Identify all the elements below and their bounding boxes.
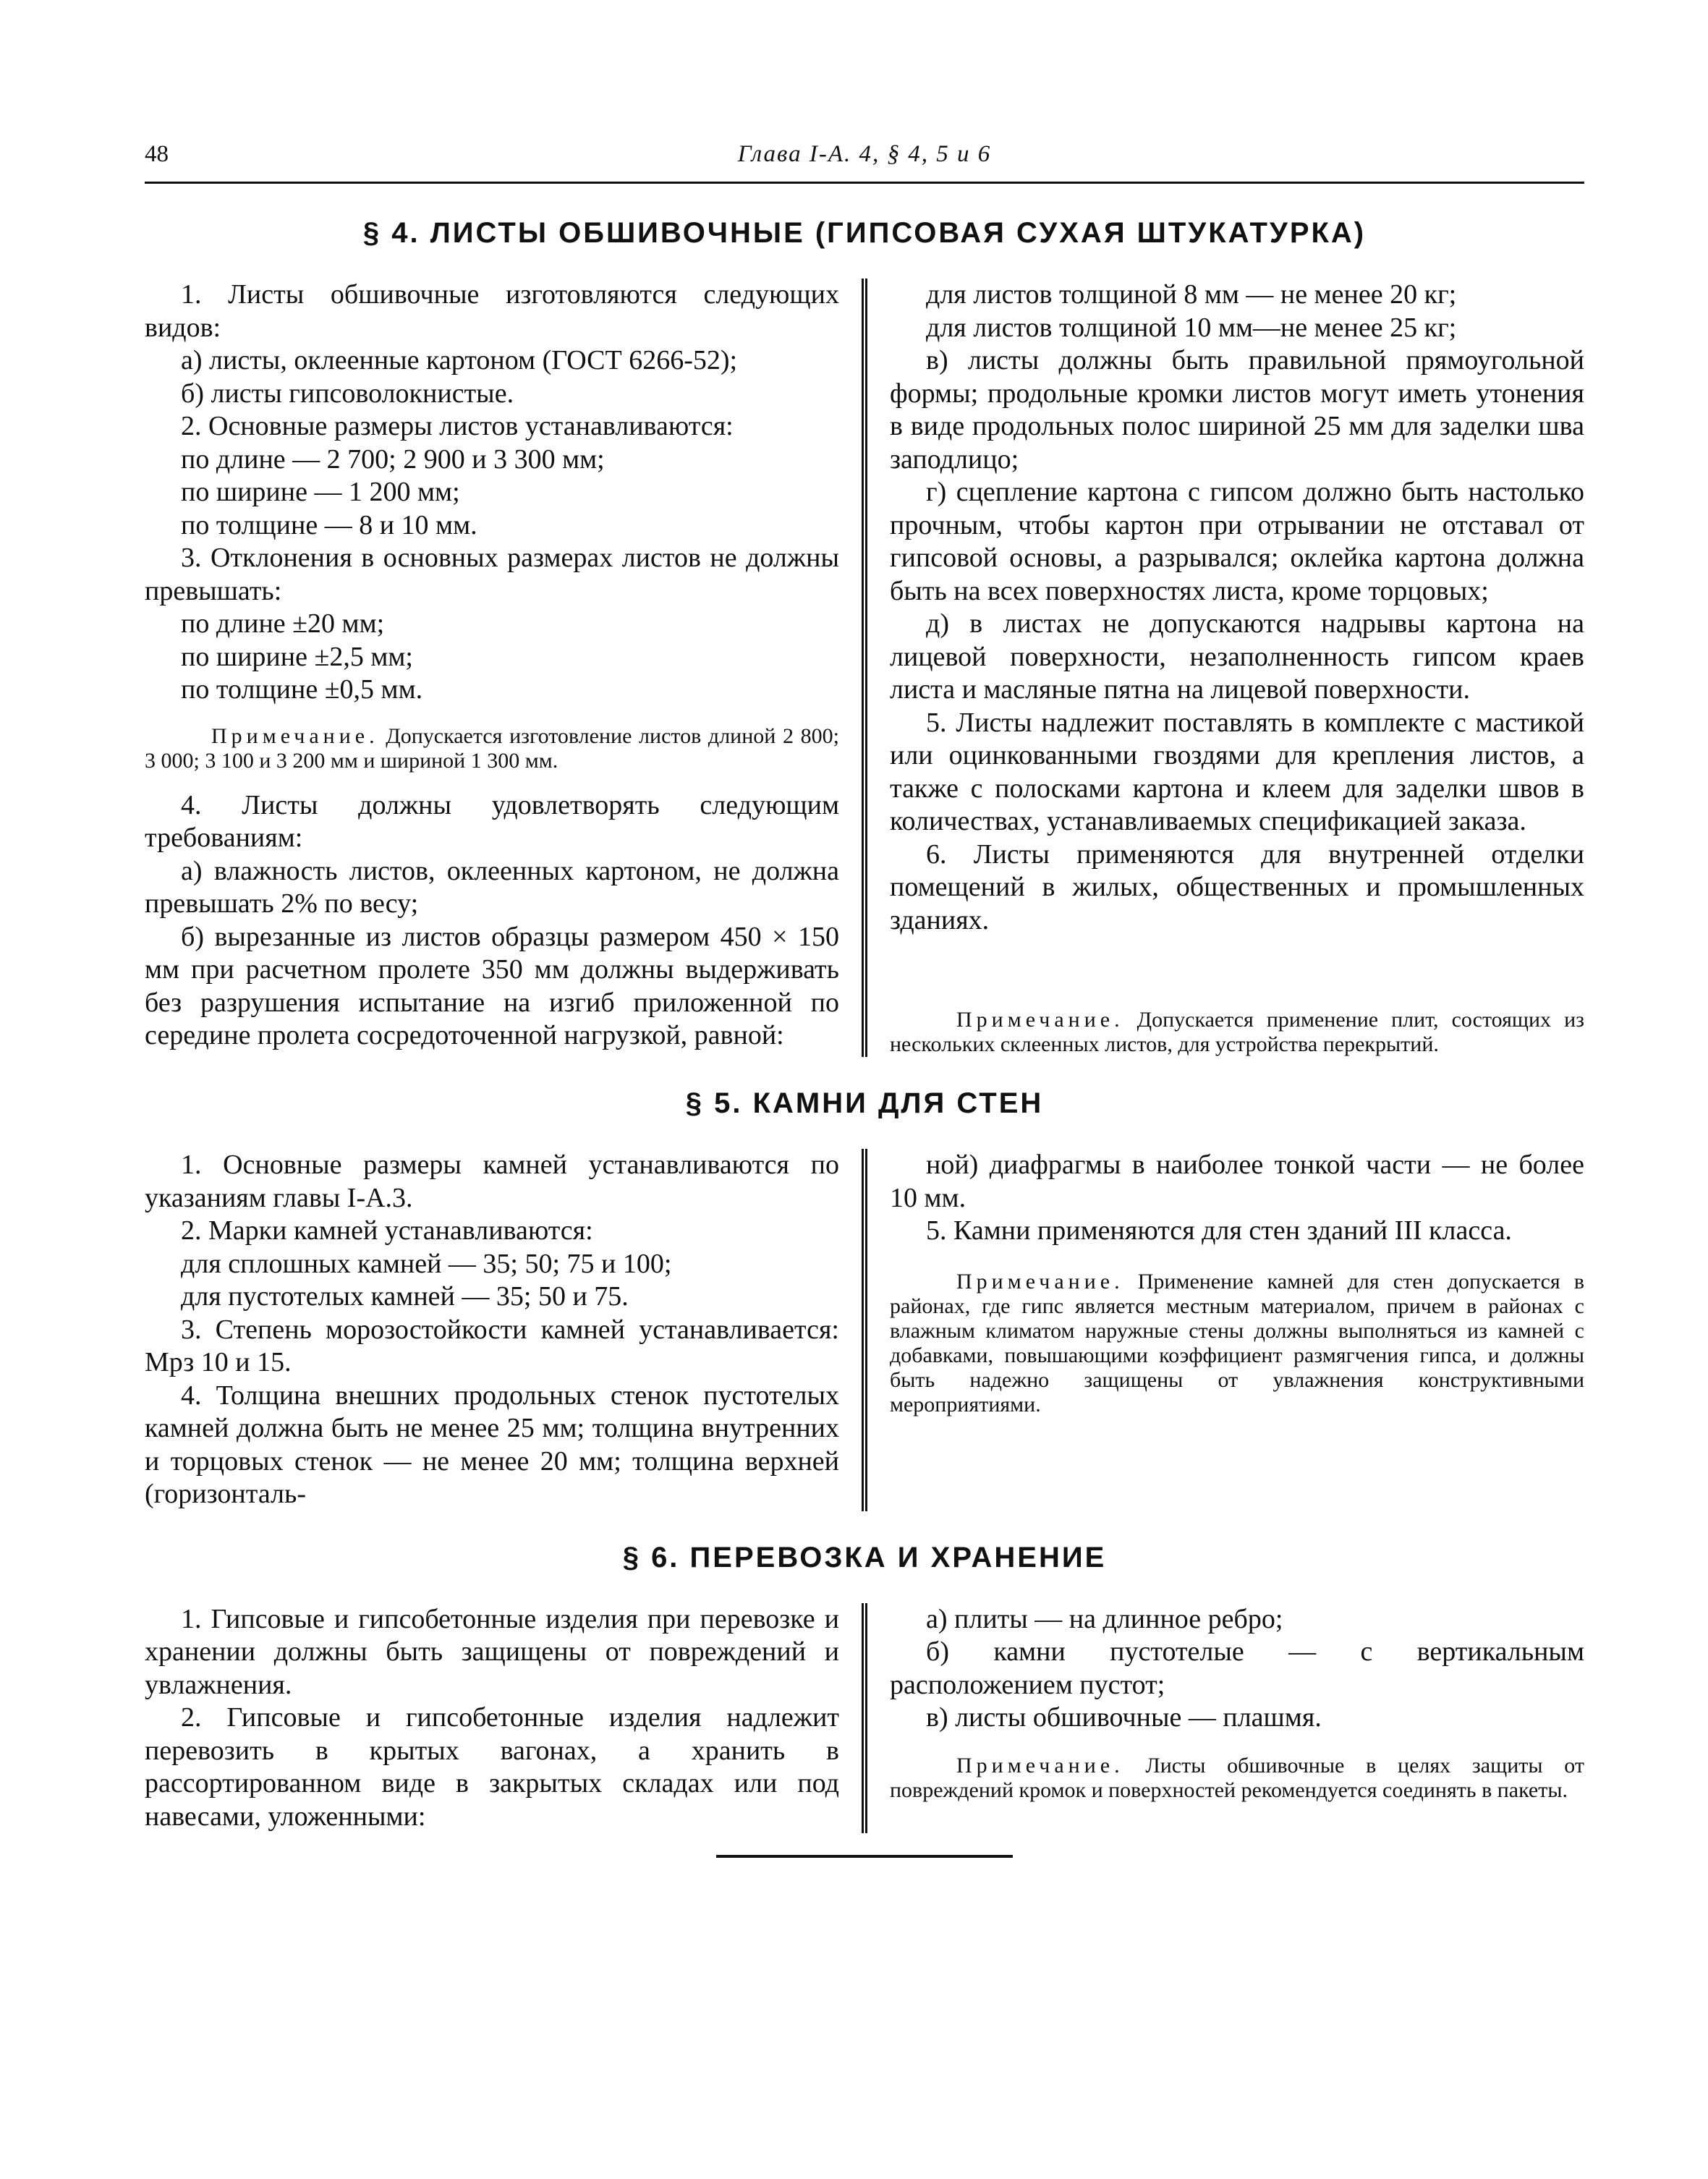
running-header	[145, 141, 1584, 177]
paragraph: 2. Основные размеры листов устанавливаются:	[181, 411, 734, 441]
paragraph: а) листы, оклеенные картоном (ГОСТ 6266-52);	[181, 345, 738, 375]
paragraph: 6. Листы применяются для внутренней отделки помещений в жилых, общественных и промышленных зданиях.	[890, 838, 1584, 935]
end-rule	[716, 1855, 1013, 1858]
paragraph: 1. Основные размеры камней устанавливаются по указаниям главы I-А.3.	[145, 1150, 839, 1213]
section-5-right-column	[890, 1149, 1584, 1417]
note-text: Листы обшивочные в целях защиты от повреждений кромок и поверхностей рекомендуется соединять в пакеты.	[890, 1753, 1584, 1802]
paragraph: ной) диафрагмы в наиболее тонкой части — не более 10 мм.	[890, 1150, 1584, 1213]
paragraph: 1. Листы обшивочные изготовляются следующих видов:	[145, 279, 839, 343]
paragraph: по длине — 2 700; 2 900 и 3 300 мм;	[181, 443, 605, 475]
section-6-title: § 6. ПЕРЕВОЗКА И ХРАНЕНИЕ	[622, 1541, 1107, 1573]
paragraph: д) в листах не допускаются надрывы картона на лицевой поверхности, незаполненность гипсом краев листа и масляные пятна на лицевой поверхности.	[890, 608, 1584, 705]
note-label: Примечание.	[211, 723, 379, 748]
note-label: Примечание.	[956, 1269, 1124, 1294]
section-4-body	[145, 279, 1584, 1057]
paragraph: для листов толщиной 10 мм—не менее 25 кг;	[926, 312, 1457, 343]
section-6-body	[145, 1603, 1584, 1834]
paragraph: б) вырезанные из листов образцы размером 450 × 150 мм при расчетном пролете 350 мм должны выдерживать без разрушения испытание на изгиб приложенной по середине пролета сосредоточенной нагрузкой, равной:	[145, 921, 839, 1050]
section-4-left-column	[145, 279, 839, 1053]
section-4-title: § 4. ЛИСТЫ ОБШИВОЧНЫЕ (ГИПСОВАЯ СУХАЯ ШТУКАТУРКА)	[362, 217, 1367, 249]
paragraph: г) сцепление картона с гипсом должно быть настолько прочным, чтобы картон при отрывании не отставал от гипсовой основы, а разрывался; оклейка картона должна быть на всех поверхностях листа, кроме торцовых;	[890, 477, 1584, 606]
note-text: Допускается применение плит, состоящих из нескольких склеенных листов, для устройства перекрытий.	[890, 1008, 1585, 1056]
paragraph: 4. Листы должны удовлетворять следующим требованиям:	[145, 789, 839, 853]
section-6-right-column	[890, 1603, 1584, 1803]
paragraph: 1. Гипсовые и гипсобетонные изделия при перевозке и хранении должны быть защищены от повреждений и увлажнения.	[145, 1603, 839, 1700]
section-4-right-column	[890, 279, 1584, 1057]
footnote	[890, 1754, 1584, 1803]
paragraph: по длине ±20 мм;	[181, 608, 385, 639]
paragraph: а) влажность листов, оклеенных картоном, не должна превышать 2% по весу;	[145, 855, 839, 919]
paragraph: по ширине — 1 200 мм;	[181, 477, 460, 507]
section-6-left-column	[145, 1603, 839, 1834]
footnote	[890, 1270, 1584, 1417]
paragraph: 5. Камни применяются для стен зданий III класса.	[926, 1215, 1512, 1246]
paragraph: б) листы гипсоволокнистые.	[181, 378, 514, 409]
paragraph: по толщине ±0,5 мм.	[181, 674, 423, 705]
paragraph: для листов толщиной 8 мм — не менее 20 кг;	[926, 279, 1457, 310]
paragraph: для сплошных камней — 35; 50; 75 и 100;	[181, 1248, 672, 1279]
paragraph: по ширине ±2,5 мм;	[181, 641, 413, 672]
paragraph: а) плиты — на длинное ребро;	[926, 1603, 1283, 1634]
running-title: Глава I-А. 4, § 4, 5 и 6	[737, 141, 992, 167]
paragraph: б) камни пустотелые — с вертикальным расположением пустот;	[890, 1636, 1584, 1700]
paragraph: 3. Степень морозостойкости камней устанавливается: Мрз 10 и 15.	[145, 1314, 839, 1377]
paragraph: 3. Отклонения в основных размерах листов не должны превышать:	[145, 543, 839, 606]
document-page	[145, 141, 1584, 1858]
paragraph: в) листы обшивочные — плашмя.	[926, 1702, 1322, 1733]
column-rule	[862, 279, 867, 1057]
paragraph: по толщине — 8 и 10 мм.	[181, 509, 477, 540]
section-5-left-column	[145, 1149, 839, 1511]
paragraph: в) листы должны быть правильной прямоугольной формы; продольные кромки листов могут иметь утонения в виде продольных полос шириной 25 мм для заделки шва заподлицо;	[890, 345, 1584, 475]
note-text: Применение камней для стен допускается в районах, где гипс является местным материалом, причем в районах с влажным климатом наружные стены должны выполняться из камней с добавками, повышающими коэффициент размягчения гипса, и должны быть надежно защищены от увлажнения конструктивными мероприятиями.	[890, 1269, 1584, 1416]
paragraph: 4. Толщина внешних продольных стенок пустотелых камней должна быть не менее 25 мм; толщина внутренних и торцовых стенок — не менее 20 мм; толщина верхней (горизонталь-	[145, 1380, 839, 1509]
note-label: Примечание.	[956, 1753, 1124, 1777]
paragraph: 2. Марки камней устанавливаются:	[181, 1215, 593, 1246]
header-rule	[145, 182, 1584, 184]
paragraph: 5. Листы надлежит поставлять в комплекте с мастикой или оцинкованными гвоздями для крепления листов, а также с полосками картона и клеем для заделки швов в количествах, устанавливаемых спецификацией заказа.	[890, 707, 1584, 836]
section-5-body	[145, 1149, 1584, 1511]
note-label: Примечание.	[956, 1008, 1124, 1032]
column-rule	[862, 1603, 867, 1834]
paragraph: для пустотелых камней — 35; 50 и 75.	[181, 1281, 629, 1312]
footnote	[890, 1008, 1584, 1057]
column-rule	[862, 1149, 867, 1511]
note-text: Допускается изготовление листов длиной 2 800; 3 000; 3 100 и 3 200 мм и шириной 1 300 мм.	[145, 723, 839, 773]
paragraph: 2. Гипсовые и гипсобетонные изделия надлежит перевозить в крытых вагонах, а хранить в рассортированном виде в закрытых складах или под навесами, уложенными:	[145, 1702, 839, 1832]
section-5-title: § 5. КАМНИ ДЛЯ СТЕН	[685, 1087, 1044, 1119]
footnote	[145, 724, 839, 773]
page-number: 48	[145, 141, 169, 167]
